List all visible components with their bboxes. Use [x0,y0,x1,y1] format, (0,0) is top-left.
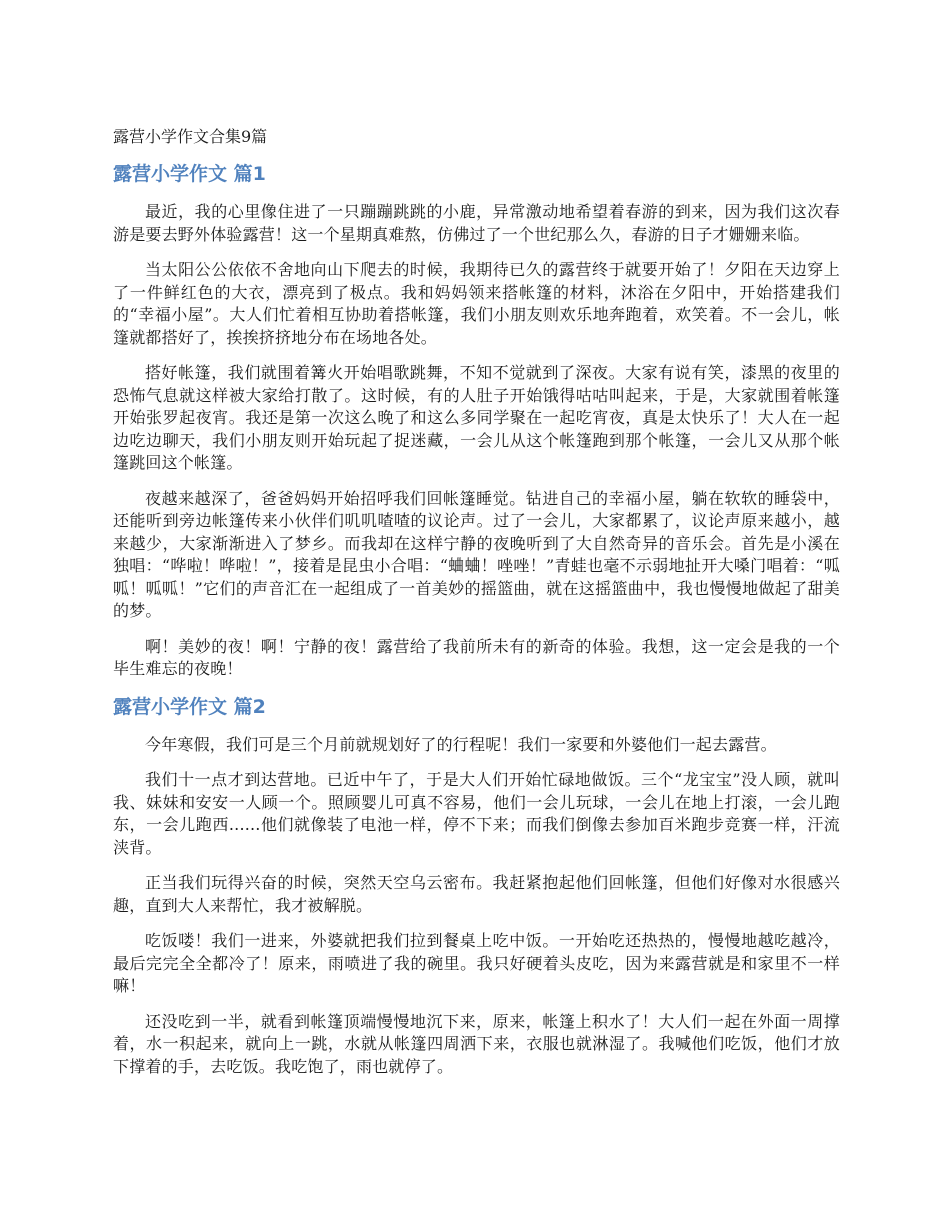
paragraph: 今年寒假，我们可是三个月前就规划好了的行程呢！我们一家要和外婆他们一起去露营。 [145,734,777,754]
paragraph: 最近，我的心里像住进了一只蹦蹦跳跳的小鹿，异常激动地希望着春游的到来，因为我们这次春游是要去野外体验露营！这一个星期真难熬，仿佛过了一个世纪那么久，春游的日子才姗姗来临。 [113,202,840,244]
document-page [113,125,840,1091]
paragraph: 搭好帐篷，我们就围着篝火开始唱歌跳舞，不知不觉就到了深夜。大家有说有笑，漆黑的夜里的恐怖气息就这样被大家给打散了。这时候，有的人肚子开始饿得咕咕叫起来，于是，大家就围着帐篷开始张罗起夜宵。我还是第一次这么晚了和这么多同学聚在一起吃宵夜，真是太快乐了！大人在一起边吃边聊天，我们小朋友则开始玩起了捉迷藏，一会儿从这个帐篷跑到那个帐篷，一会儿又从那个帐篷跳回这个帐篷。 [113,363,840,472]
paragraph: 啊！美妙的夜！啊！宁静的夜！露营给了我前所未有的新奇的体验。我想，这一定会是我的一个毕生难忘的夜晚！ [113,636,840,678]
paragraph: 还没吃到一半，就看到帐篷顶端慢慢地沉下来，原来，帐篷上积水了！大人们一起在外面一周撑着，水一积起来，就向上一跳，水就从帐篷四周洒下来，衣服也就淋湿了。我喊他们吃饭，他们才放下撑着的手，去吃饭。我吃饱了，雨也就停了。 [113,1011,840,1076]
section-heading: 露营小学作文 篇1 [113,163,266,185]
essay-section-1 [113,161,840,681]
paragraph: 夜越来越深了，爸爸妈妈开始招呼我们回帐篷睡觉。钻进自己的幸福小屋，躺在软软的睡袋中，还能听到旁边帐篷传来小伙伴们叽叽喳喳的议论声。过了一会儿，大家都累了，议论声原来越小，越来越少，大家渐渐进入了梦乡。而我却在这样宁静的夜晚听到了大自然奇异的音乐会。首先是小溪在独唱：“哗啦！哗啦！”，接着是昆虫小合唱：“蛐蛐！唑唑！”青蛙也毫不示弱地扯开大嗓门唱着：“呱呱！呱呱！”它们的声音汇在一起组成了一首美妙的摇篮曲，就在这摇篮曲中，我也慢慢地做起了甜美的梦。 [113,488,840,620]
document-title: 露营小学作文合集9篇 [113,127,268,146]
paragraph: 当太阳公公依依不舍地向山下爬去的时候，我期待已久的露营终于就要开始了！夕阳在天边穿上了一件鲜红色的大衣，漂亮到了极点。我和妈妈领来搭帐篷的材料，沐浴在夕阳中，开始搭建我们的“幸福小屋”。大人们忙着相互协助着搭帐篷，我们小朋友则欢乐地奔跑着，欢笑着。不一会儿，帐篷就都搭好了，挨挨挤挤地分布在场地各处。 [113,260,840,347]
paragraph: 正当我们玩得兴奋的时候，突然天空乌云密布。我赶紧抱起他们回帐篷，但他们好像对水很感兴趣，直到大人来帮忙，我才被解脱。 [113,873,840,915]
section-heading: 露营小学作文 篇2 [113,695,266,718]
paragraph: 吃饭喽！我们一进来，外婆就把我们拉到餐桌上吃中饭。一开始吃还热热的，慢慢地越吃越冷，最后完完全全都冷了！原来，雨喷进了我的碗里。我只好硬着头皮吃，因为来露营就是和家里不一样嘛！ [113,931,840,995]
essay-section-2 [113,694,840,1079]
paragraph: 我们十一点才到达营地。已近中午了，于是大人们开始忙碌地做饭。三个“龙宝宝”没人顾，就叫我、妹妹和安安一人顾一个。照顾婴儿可真不容易，他们一会儿玩球，一会儿在地上打滚，一会儿跑东，一会儿跑西......他们就像装了电池一样，停不下来；而我们倒像去参加百米跑步竞赛一样，汗流浃背。 [113,770,840,857]
